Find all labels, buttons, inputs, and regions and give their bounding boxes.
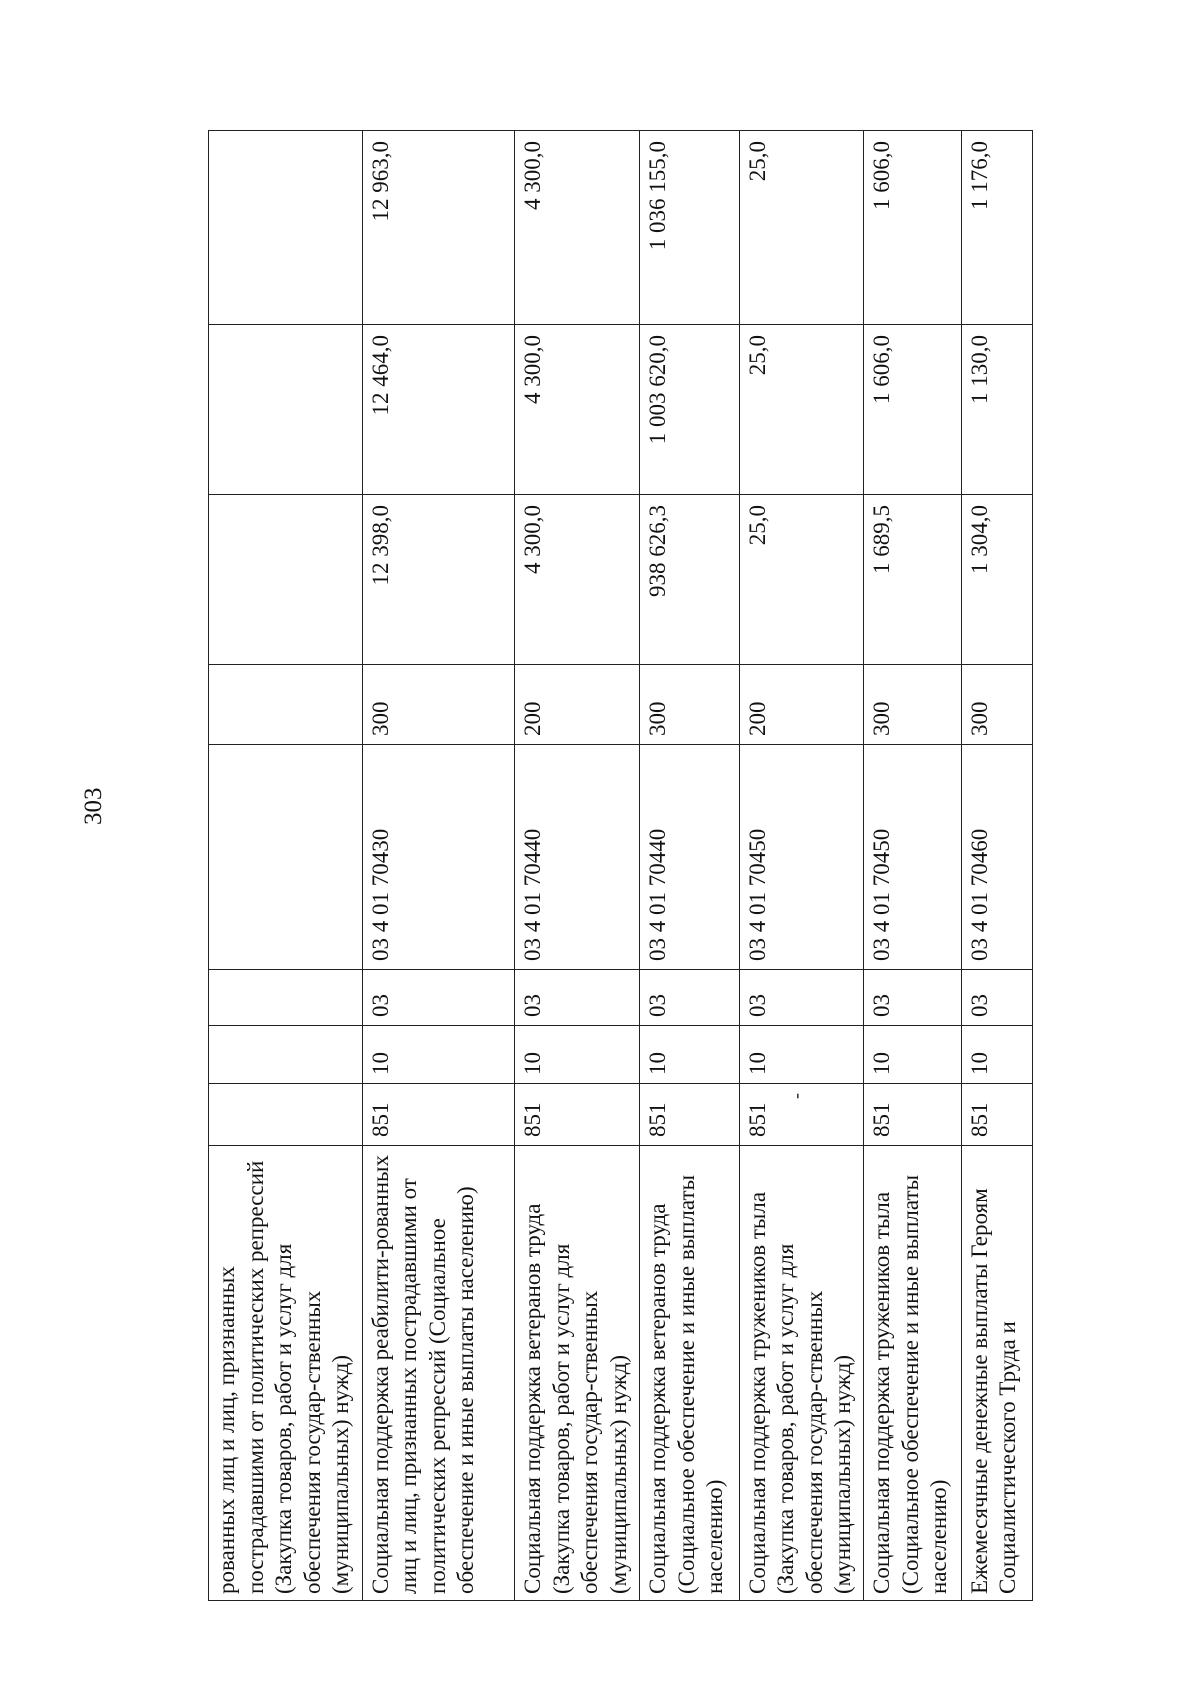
- row-pr: 03: [515, 970, 640, 1026]
- row-rz: 10: [515, 1026, 640, 1084]
- row-sum-1: 4 300,0: [515, 495, 640, 665]
- row-grbs-mark: -: [785, 1093, 806, 1099]
- row-rz: 10: [362, 1026, 514, 1084]
- row-description: Ежемесячные денежные выплаты Героям Социалистического Труда и: [961, 1146, 1032, 1601]
- row-grbs: 851: [362, 1084, 514, 1146]
- row-grbs: 851: [961, 1084, 1032, 1146]
- row-sum-2: 4 300,0: [515, 325, 640, 495]
- budget-table-rotated: [208, 131, 1033, 1601]
- row-vr: 300: [640, 665, 740, 745]
- row-sum-2: 1 130,0: [961, 325, 1032, 495]
- row-pr: [209, 970, 363, 1026]
- budget-table: [208, 130, 1033, 1601]
- table-row: [209, 131, 363, 1601]
- row-sum-1: 25,0: [739, 495, 864, 665]
- row-csr: 03 4 01 70450: [864, 745, 961, 970]
- row-sum-3: [209, 131, 363, 325]
- row-sum-1: 1 689,5: [864, 495, 961, 665]
- row-vr: 200: [739, 665, 864, 745]
- row-pr: 03: [640, 970, 740, 1026]
- table-row: [961, 131, 1032, 1601]
- row-rz: 10: [864, 1026, 961, 1084]
- row-csr: 03 4 01 70450: [739, 745, 864, 970]
- page-number: 303: [80, 787, 107, 825]
- row-rz: [209, 1026, 363, 1084]
- table-row: [515, 131, 640, 1601]
- row-sum-2: 25,0: [739, 325, 864, 495]
- row-sum-3: 1 036 155,0: [640, 131, 740, 325]
- table-row: [362, 131, 514, 1601]
- row-pr: 03: [961, 970, 1032, 1026]
- row-sum-3: 25,0: [739, 131, 864, 325]
- row-grbs: 851: [744, 1102, 770, 1137]
- row-sum-3: 1 606,0: [864, 131, 961, 325]
- row-sum-2: 1 606,0: [864, 325, 961, 495]
- row-sum-1: 1 304,0: [961, 495, 1032, 665]
- row-grbs: [209, 1084, 363, 1146]
- row-grbs: 851: [864, 1084, 961, 1146]
- row-vr: 300: [362, 665, 514, 745]
- row-csr: [209, 745, 363, 970]
- row-description: Социальная поддержка ветеранов труда (Закупка товаров, работ и услуг для обеспечения государ-ственных (муниципальных) нужд): [515, 1146, 640, 1601]
- row-rz: 10: [640, 1026, 740, 1084]
- row-grbs-cell: [739, 1084, 864, 1146]
- row-sum-3: 1 176,0: [961, 131, 1032, 325]
- row-csr: 03 4 01 70430: [362, 745, 514, 970]
- table-row: [640, 131, 740, 1601]
- row-grbs: 851: [515, 1084, 640, 1146]
- row-rz: 10: [739, 1026, 864, 1084]
- row-pr: 03: [739, 970, 864, 1026]
- row-description: Социальная поддержка тружеников тыла (Закупка товаров, работ и услуг для обеспечения государ-ственных (муниципальных) нужд): [739, 1146, 864, 1601]
- row-csr: 03 4 01 70440: [515, 745, 640, 970]
- row-vr: 300: [961, 665, 1032, 745]
- row-vr: 200: [515, 665, 640, 745]
- row-pr: 03: [864, 970, 961, 1026]
- table-row: [739, 131, 864, 1601]
- row-pr: 03: [362, 970, 514, 1026]
- row-sum-1: 938 626,3: [640, 495, 740, 665]
- row-rz: 10: [961, 1026, 1032, 1084]
- row-sum-2: 1 003 620,0: [640, 325, 740, 495]
- row-description: рованных лиц и лиц, признанных пострадавшими от политических репрессий (Закупка товаров, работ и услуг для обеспечения государ-ственных (муниципальных) нужд): [209, 1146, 363, 1601]
- row-sum-3: 12 963,0: [362, 131, 514, 325]
- row-sum-1: 12 398,0: [362, 495, 514, 665]
- row-description: Социальная поддержка реабилити-рованных лиц и лиц, признанных пострадавшими от политических репрессий (Социальное обеспечение и иные выплаты населению): [362, 1146, 514, 1601]
- row-csr: 03 4 01 70460: [961, 745, 1032, 970]
- row-sum-2: [209, 325, 363, 495]
- row-sum-3: 4 300,0: [515, 131, 640, 325]
- table-row: [864, 131, 961, 1601]
- row-sum-1: [209, 495, 363, 665]
- row-vr: 300: [864, 665, 961, 745]
- row-description: Социальная поддержка тружеников тыла (Социальное обеспечение и иные выплаты населению): [864, 1146, 961, 1601]
- row-csr: 03 4 01 70440: [640, 745, 740, 970]
- row-description: Социальная поддержка ветеранов труда (Социальное обеспечение и иные выплаты населению): [640, 1146, 740, 1601]
- row-sum-2: 12 464,0: [362, 325, 514, 495]
- row-vr: [209, 665, 363, 745]
- row-grbs: 851: [640, 1084, 740, 1146]
